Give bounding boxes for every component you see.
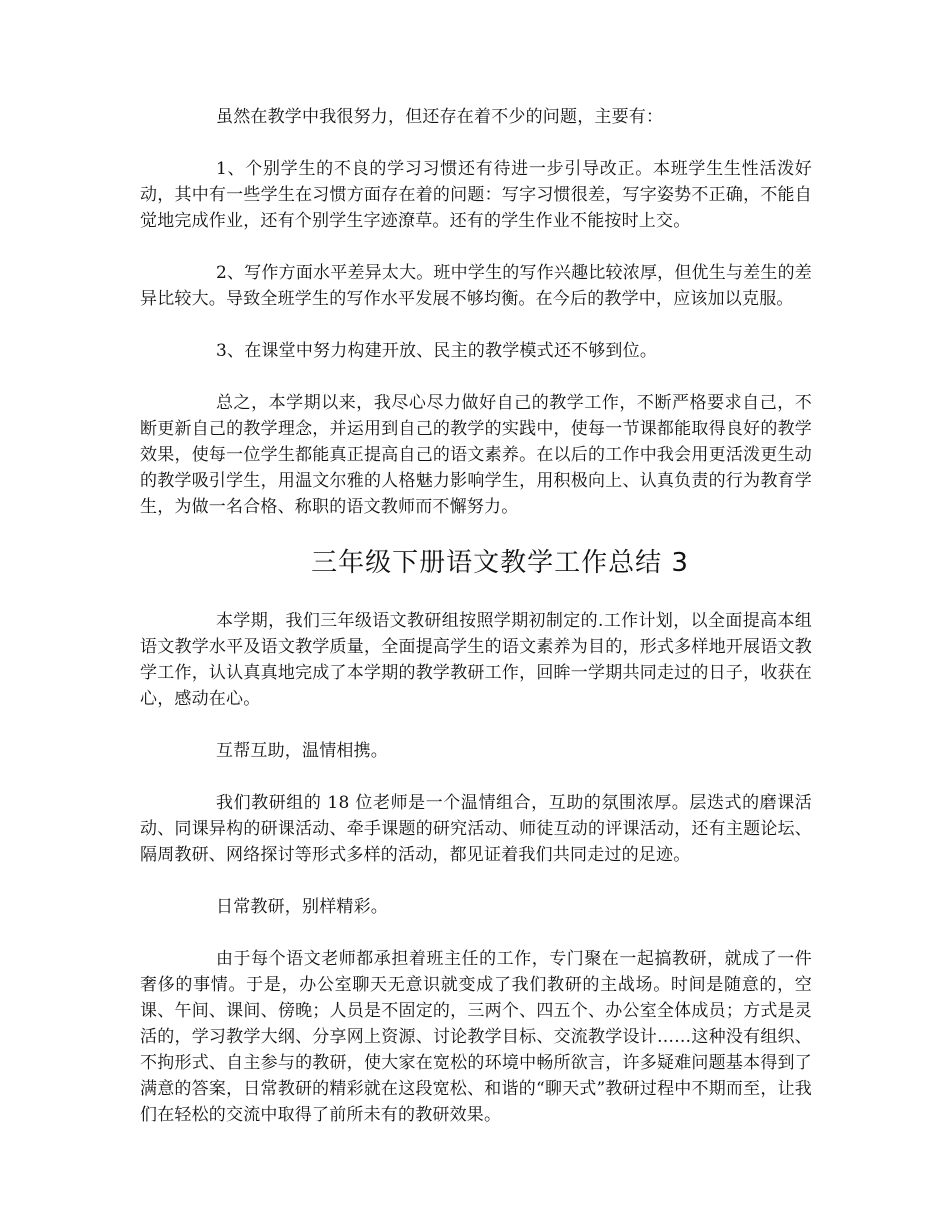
paragraph-subheading-daily-research: 日常教研，别样精彩。 [216, 897, 388, 917]
paragraph-daily-research: 由于每个语文老师都承担着班主任的工作，专门聚在一起搞教研，就成了一件奢侈的事情。于是，办公室聊天无意识就变成了我们教研的主战场。时间是随意的，空课、午间、课间、傍晚；人员是不固定的，三两个、四五个、办公室全体成员；方式是灵活的，学习教学大纲、分享网上资源、讨论教学目标、交流教学设计……这种没有组织、不拘形式、自主参与的教研，使大家在宽松的环境中畅所欲言，许多疑难问题基本得到了满意的答案，日常教研的精彩就在这段宽松、和谐的“聊天式”教研过程中不期而至，让我们在轻松的交流中取得了前所未有的教研效果。 [140, 949, 812, 1125]
section-title: 三年级下册语文教学工作总结 3 [311, 548, 689, 578]
paragraph-problems-intro: 虽然在教学中我很努力，但还存在着不少的问题，主要有： [216, 107, 664, 127]
paragraph-semester-intro: 本学期，我们三年级语文教研组按照学期初制定的.工作计划，以全面提高本组语文教学水平及语文教学质量，全面提高学生的语文素养为目的，形式多样地开展语文教学工作，认认真真地完成了本学期的教学教研工作，回眸一学期共同走过的日子，收获在心，感动在心。 [140, 611, 812, 709]
paragraph-problem-habits: 1、个别学生的不良的学习习惯还有待进一步引导改正。本班学生生性活泼好动，其中有一些学生在习惯方面存在着的问题：写字习惯很差，写字姿势不正确，不能自觉地完成作业，还有个别学生字迹潦草。还有的学生作业不能按时上交。 [140, 159, 812, 231]
paragraph-summary: 总之，本学期以来，我尽心尽力做好自己的教学工作，不断严格要求自己，不断更新自己的教学理念，并运用到自己的教学的实践中，使每一节课都能取得良好的教学效果，使每一位学生都能真正提高自己的语文素养。在以后的工作中我会用更活泼更生动的教学吸引学生，用温文尔雅的人格魅力影响学生，用积极向上、认真负责的行为教育学生，为做一名合格、称职的语文教师而不懈努力。 [140, 393, 812, 517]
paragraph-problem-writing: 2、写作方面水平差异太大。班中学生的写作兴趣比较浓厚，但优生与差生的差异比较大。导致全班学生的写作水平发展不够均衡。在今后的教学中，应该加以克服。 [140, 263, 812, 309]
paragraph-subheading-mutual-help: 互帮互助，温情相携。 [216, 741, 388, 761]
document-page [140, 104, 812, 1154]
paragraph-teacher-group: 我们教研组的 18 位老师是一个温情组合，互助的氛围浓厚。层迭式的磨课活动、同课异构的研课活动、牵手课题的研究活动、师徒互动的评课活动，还有主题论坛、隔周教研、网络探讨等形式多样的活动，都见证着我们共同走过的足迹。 [140, 793, 812, 865]
paragraph-problem-classroom: 3、在课堂中努力构建开放、民主的教学模式还不够到位。 [216, 341, 658, 361]
